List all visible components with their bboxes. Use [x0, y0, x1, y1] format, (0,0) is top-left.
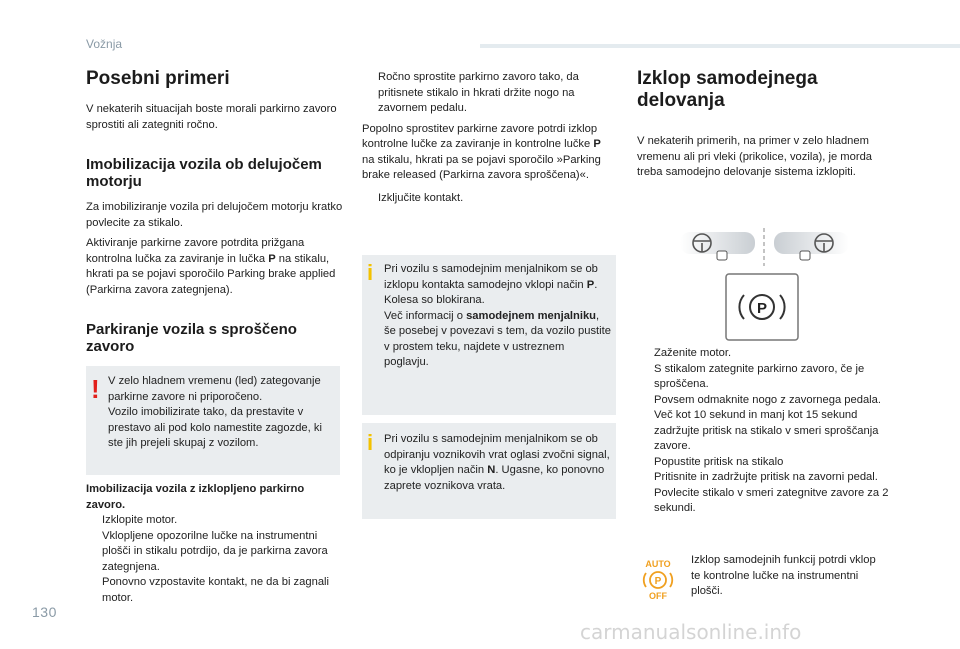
auto-p-off-icon — [636, 557, 680, 601]
section-label: Vožnja — [86, 37, 123, 51]
warning-icon: ! — [91, 374, 100, 404]
list-item: Izklopite motor. Vklopljene opozorilne lučke na instrumentni plošči in stikalu potrdijo, da je parkirna zavora zategnjena. — [86, 513, 342, 575]
bullet-icon — [637, 393, 654, 409]
bullet-icon — [637, 486, 654, 517]
list-item: S stikalom zategnite parkirno zavoro, če je sproščena. — [637, 362, 897, 393]
column-1 — [86, 68, 346, 355]
bullet-icon — [637, 455, 654, 471]
auto-label: AUTO — [645, 559, 671, 569]
heading-parking-released: Parkiranje vozila s sproščeno zavoro — [86, 321, 297, 355]
column-2 — [362, 70, 614, 206]
watermark: carmanualsonline.info — [580, 620, 802, 644]
list-item: Več kot 10 sekund in manj kot 15 sekund zadržujte pritisk na stikalo v smeri sproščanja zavore. — [637, 408, 897, 455]
page-number: 130 — [32, 604, 57, 620]
intro-text: V nekaterih situacijah boste morali parkirno zavoro sprostiti ali zategniti ročno. — [86, 103, 337, 131]
immob-text-2: Aktiviranje parkirne zavore potrdita prižgana kontrolna lučka za zaviranje in lučka P na stikalu, hkrati pa se pojavi sporočilo Parking brake applied (Parkirna zavora zategnjena). — [86, 237, 336, 296]
list-item: Ponovno vzpostavite kontakt, ne da bi zagnali motor. — [86, 575, 342, 606]
bullet-icon — [86, 575, 102, 606]
bullet-icon — [362, 70, 378, 117]
bullet-icon — [637, 346, 654, 362]
info-text-1: Pri vozilu s samodejnim menjalnikom se ob izklopu kontakta samodejno vklopi način P. Kolesa so blokirana. Več informacij o samodejnem menjalniku, še posebej v povezavi s tem, da vozilo pustite v prostem teku, najdete v ustreznem poglavju. — [384, 263, 611, 368]
info-text-2: Pri vozilu s samodejnim menjalnikom se ob odpiranju voznikovih vrat oglasi zvočni signal, ko je vklopljen način N. Ugasne, ko ponovno zaprete voznikova vrata. — [384, 433, 610, 492]
list-item: Povsem odmaknite nogo z zavornega pedala. — [637, 393, 897, 409]
auto-off-note: Izklop samodejnih funkcij potrdi vklop te kontrolne lučke na instrumentni plošči. — [691, 554, 876, 597]
title-disable-auto: Izklop samodejnega delovanja — [637, 68, 818, 111]
info-icon: i — [367, 430, 374, 455]
disable-intro: V nekaterih primerih, na primer v zelo hladnem vremenu ali pri vleki (prikolice, vozila), je morda treba samodejno delovanje sistema izklopiti. — [637, 135, 873, 178]
column-3 — [637, 68, 897, 181]
switch-illustration — [680, 226, 850, 346]
info-icon: i — [367, 260, 374, 285]
list-item: Izključite kontakt. — [362, 191, 614, 207]
list-item: Ročno sprostite parkirno zavoro tako, da pritisnete stikalo in hkrati držite nogo na zavornem pedalu. — [362, 70, 614, 117]
column-1-lower — [86, 482, 342, 606]
bullet-icon — [637, 408, 654, 455]
list-item: Pritisnite in zadržujte pritisk na zavorni pedal. — [637, 470, 897, 486]
bullet-icon — [362, 191, 378, 207]
heading-engine-off: Imobilizacija vozila z izklopljeno parkirno zavoro. — [86, 483, 305, 511]
bullet-icon — [637, 470, 654, 486]
bullet-icon — [637, 362, 654, 393]
off-label: OFF — [649, 591, 667, 601]
switch-p-label: P — [756, 300, 768, 317]
list-item: Povlecite stikalo v smeri zategnitve zavore za 2 sekundi. — [637, 486, 897, 517]
title-special-cases: Posebni primeri — [86, 68, 230, 89]
warning-text: V zelo hladnem vremenu (led) zategovanje parkirne zavore ni priporočeno. Vozilo imobilizirate tako, da prestavite v prestavo ali pod kolo namestite zagozde, ki ste jih prejeli skupaj z vozilom. — [108, 375, 322, 449]
release-text: Popolno sprostitev parkirne zavore potrdi izklop kontrolne lučke za zaviranje in kontrolne lučke P na stikalu, hkrati pa se pojavi sporočilo »Parking brake released (Parkirna zavora sproščena)«. — [362, 122, 601, 181]
auto-p-label: P — [654, 576, 662, 587]
heading-immobilization: Imobilizacija vozila ob delujočem motorju — [86, 156, 322, 190]
list-item: Popustite pritisk na stikalo — [637, 455, 897, 471]
list-item: Zaženite motor. — [637, 346, 897, 362]
steps-list — [637, 346, 897, 517]
header-bar — [480, 44, 960, 48]
immob-text-1: Za imobiliziranje vozila pri delujočem motorju kratko povlecite za stikalo. — [86, 201, 343, 229]
bullet-icon — [86, 513, 102, 575]
